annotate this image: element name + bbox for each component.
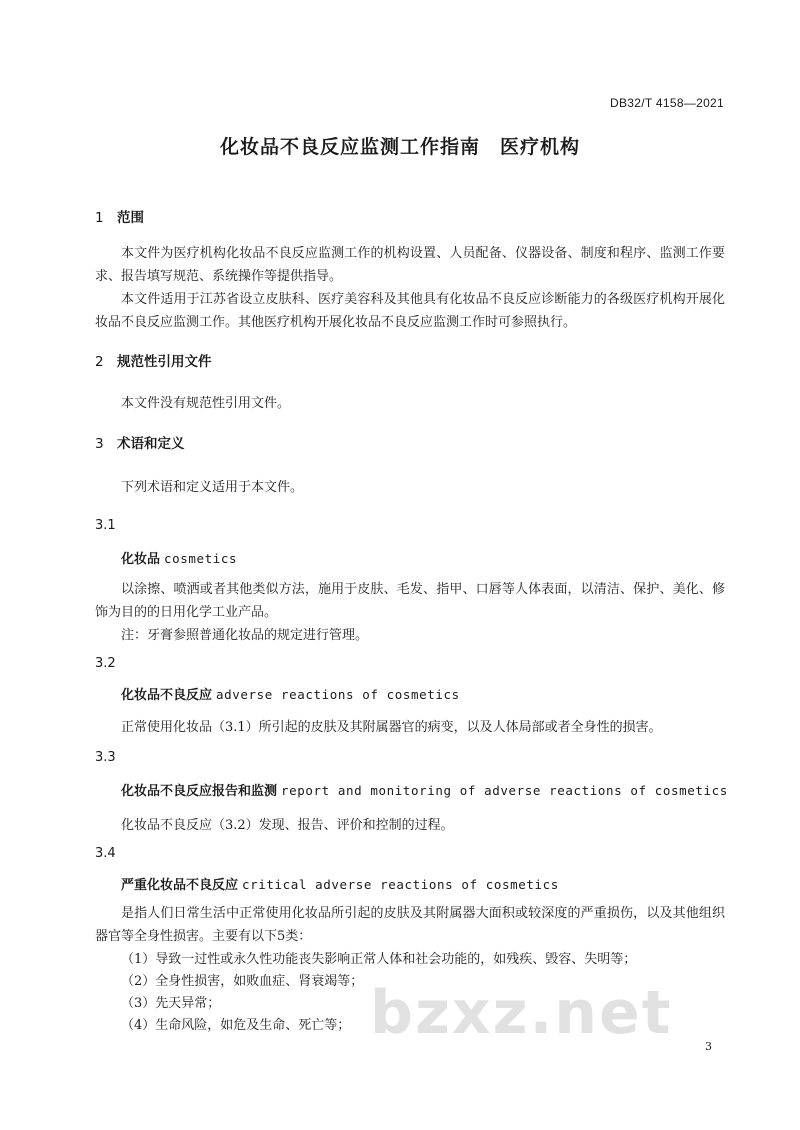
term-definition: 是指人们日常生活中正常使用化妆品所引起的皮肤及其附属器大面积或较深度的严重损伤，以及其他组织器官等全身性损害。主要有以下5类：	[95, 906, 725, 944]
section-1-paragraph-2: 本文件适用于江苏省设立皮肤科、医疗美容科及其他具有化妆品不良反应诊断能力的各级医疗机构开展化妆品不良反应监测工作。其他医疗机构开展化妆品不良反应监测工作时可参照执行。	[95, 292, 725, 330]
term-en: report and monitoring of adverse reactions of cosmetics	[281, 783, 728, 798]
standard-code: DB32/T 4158—2021	[610, 96, 724, 110]
term-en: cosmetics	[164, 551, 238, 566]
list-item: （4）生命风险，如危及生命、死亡等；	[121, 1018, 351, 1033]
term-number: 3.3	[95, 750, 116, 765]
list-item: （1）导致一过性或永久性功能丧失影响正常人体和社会功能的，如残疾、毁容、失明等；	[121, 952, 637, 967]
section-title: 范围	[117, 210, 144, 226]
term-definition: 以涂擦、喷洒或者其他类似方法，施用于皮肤、毛发、指甲、口唇等人体表面，以清洁、保护、美化、修饰为目的的日用化学工业产品。	[95, 582, 725, 620]
section-title: 规范性引用文件	[117, 354, 212, 370]
term-en: adverse reactions of cosmetics	[216, 687, 460, 702]
term-zh: 化妆品	[121, 552, 161, 567]
list-item: （2）全身性损害，如败血症、肾衰竭等；	[121, 974, 364, 989]
term-en: critical adverse reactions of cosmetics	[242, 877, 559, 892]
term-zh: 化妆品不良反应	[121, 688, 213, 703]
term-note: 注：牙膏参照普通化妆品的规定进行管理。	[121, 628, 369, 643]
section-3-heading	[95, 432, 185, 452]
section-1-heading	[95, 206, 144, 226]
section-title: 术语和定义	[117, 436, 185, 452]
term-heading	[121, 874, 559, 893]
section-1-paragraph-1: 本文件为医疗机构化妆品不良反应监测工作的机构设置、人员配备、仪器设备、制度和程序、监测工作要求、报告填写规范、系统操作等提供指导。	[95, 246, 725, 284]
section-number: 2	[95, 354, 104, 370]
document-title: 化妆品不良反应监测工作指南 医疗机构	[219, 136, 580, 158]
term-zh: 化妆品不良反应报告和监测	[121, 784, 278, 799]
section-2-heading	[95, 350, 212, 370]
term-heading	[121, 548, 237, 567]
term-definition: 正常使用化妆品（3.1）所引起的皮肤及其附属器官的病变，以及人体局部或者全身性的损害。	[121, 720, 662, 735]
term-number: 3.4	[95, 846, 116, 861]
watermark: bzxz.net	[370, 978, 673, 1048]
term-number: 3.2	[95, 656, 116, 671]
section-number: 3	[95, 436, 104, 452]
term-definition: 化妆品不良反应（3.2）发现、报告、评价和控制的过程。	[121, 818, 454, 833]
section-2-paragraph-1: 本文件没有规范性引用文件。	[121, 396, 291, 411]
page-number: 3	[705, 1040, 712, 1053]
section-3-paragraph-1: 下列术语和定义适用于本文件。	[121, 480, 304, 495]
term-heading	[121, 780, 728, 799]
term-zh: 严重化妆品不良反应	[121, 878, 239, 893]
section-number: 1	[95, 210, 104, 226]
list-item: （3）先天异常；	[121, 996, 221, 1011]
term-number: 3.1	[95, 518, 116, 533]
term-heading	[121, 684, 460, 703]
